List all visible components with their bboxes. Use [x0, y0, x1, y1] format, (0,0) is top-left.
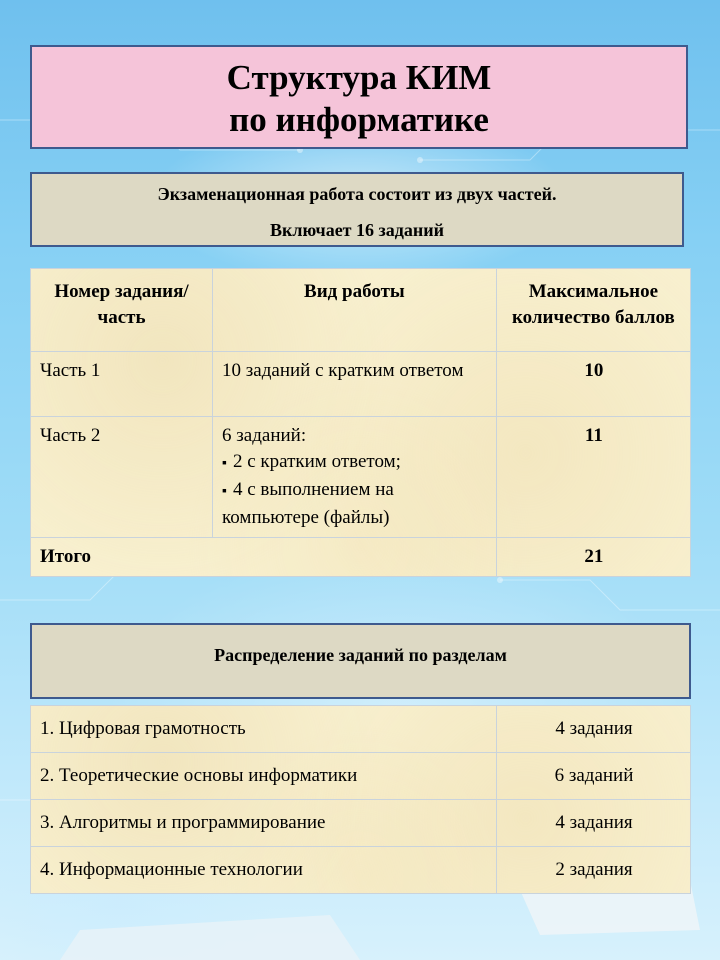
title-line-1: Структура КИМ: [226, 58, 492, 97]
table-row: [31, 753, 691, 800]
table-header-row: [31, 269, 691, 352]
intro-line-2: Включает 16 заданий: [270, 220, 444, 240]
work-cell: 10 заданий с кратким ответом: [213, 352, 497, 417]
section-name: 1. Цифровая грамотность: [31, 706, 497, 753]
intro-box: [30, 172, 684, 247]
section-task-count: 2 задания: [497, 847, 691, 894]
section-name: 2. Теоретические основы информатики: [31, 753, 497, 800]
work-intro: 6 заданий:: [222, 425, 307, 446]
part-cell: Часть 1: [31, 352, 213, 417]
table-row: [31, 800, 691, 847]
title-line-2: по информатике: [229, 100, 489, 139]
slide-title: [30, 45, 688, 149]
table-row: [31, 706, 691, 753]
distribution-table: [30, 705, 691, 894]
header-work-type: Вид работы: [213, 269, 497, 352]
total-row: [31, 538, 691, 577]
structure-table: [30, 268, 691, 577]
work-bullet-item: ▪ 2 с кратким ответом;: [222, 449, 488, 477]
header-part: Номер задания/ часть: [31, 269, 213, 352]
total-label: Итого: [31, 538, 497, 577]
section-task-count: 4 задания: [497, 800, 691, 847]
distribution-heading: Распределение заданий по разделам: [30, 623, 691, 699]
section-task-count: 4 задания: [497, 706, 691, 753]
points-cell: 10: [496, 352, 690, 417]
points-cell: 11: [496, 417, 690, 538]
total-points: 21: [496, 538, 690, 577]
header-max-points: Максимальное количество баллов: [496, 269, 690, 352]
intro-line-1: Экзаменационная работа состоит из двух частей.: [157, 184, 557, 204]
table-row: [31, 352, 691, 417]
table-row: [31, 847, 691, 894]
section-task-count: 6 заданий: [497, 753, 691, 800]
part-cell: Часть 2: [31, 417, 213, 538]
work-bullet-item: ▪ 4 с выполнением на компьютере (файлы): [222, 477, 488, 531]
table-row: [31, 417, 691, 538]
work-cell: [213, 417, 497, 538]
section-name: 4. Информационные технологии: [31, 847, 497, 894]
section-name: 3. Алгоритмы и программирование: [31, 800, 497, 847]
